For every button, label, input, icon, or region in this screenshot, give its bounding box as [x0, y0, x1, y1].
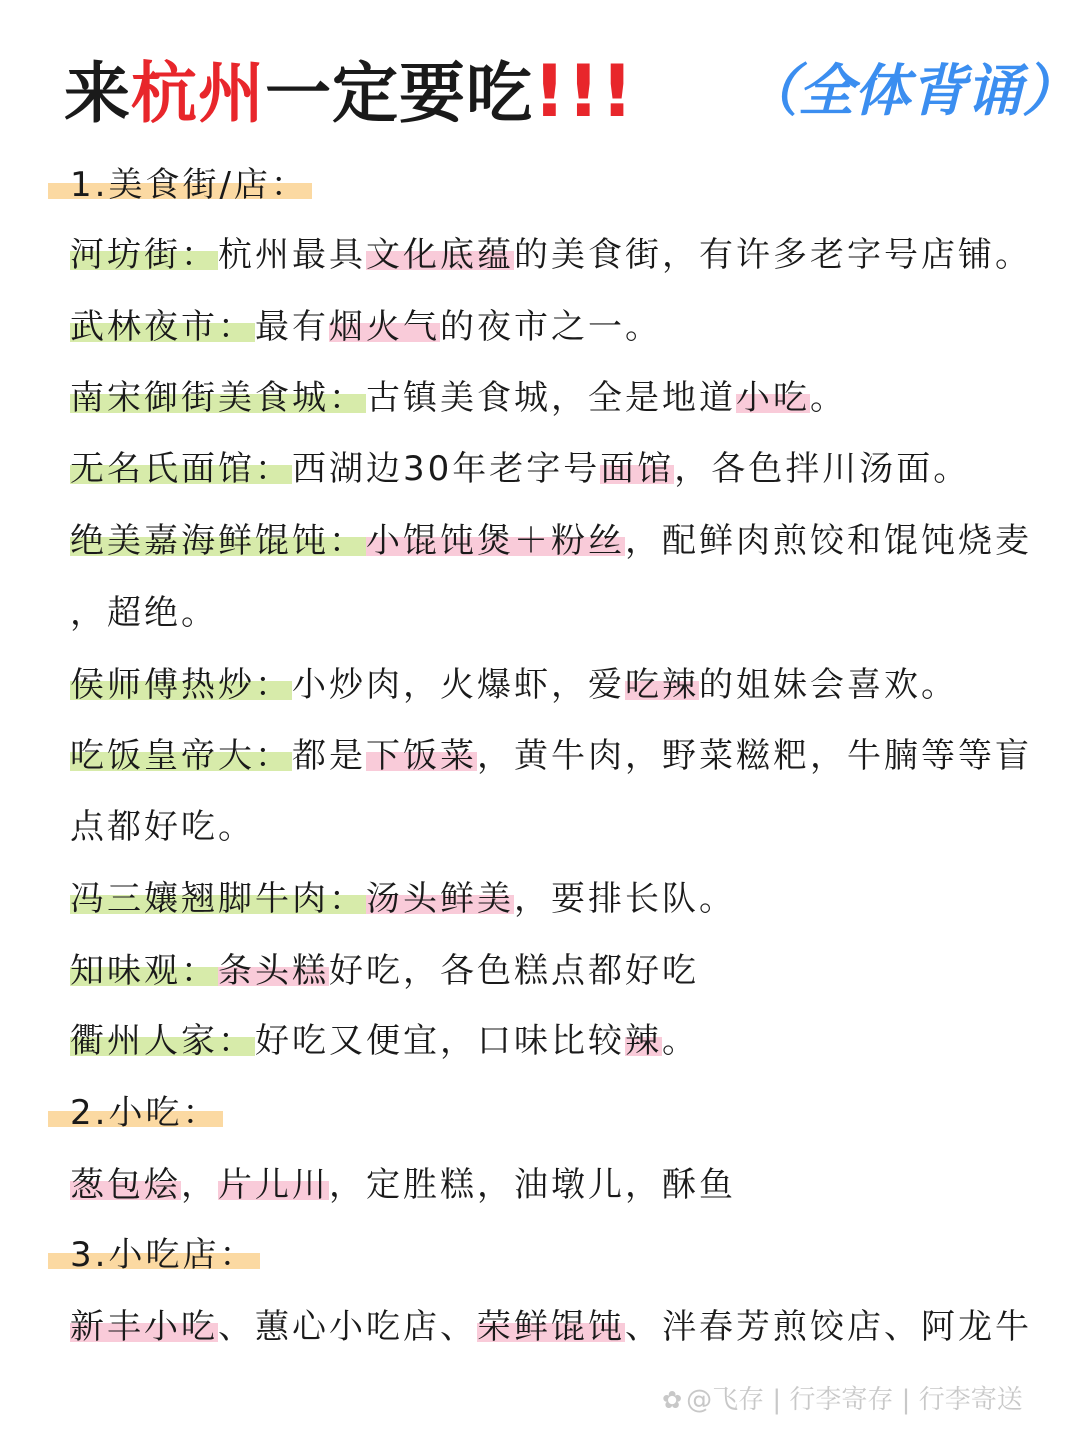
- page-title: [64, 46, 635, 139]
- highlight-text: 吃辣: [625, 665, 699, 705]
- snack-list: [70, 1160, 1030, 1210]
- highlight-text: 面馆: [600, 449, 675, 489]
- shop-desc: 。: [810, 378, 847, 418]
- shop-name: 武林夜市：: [70, 307, 255, 347]
- shop-name: 绝美嘉海鲜馄饨：: [70, 521, 366, 561]
- highlight-text: 小馄饨煲＋粉丝: [366, 521, 625, 561]
- shop-desc: 最有: [255, 307, 329, 347]
- plain-text: 、蕙心小吃店、: [218, 1307, 477, 1347]
- shop-line: [70, 874, 1030, 924]
- shop-name: 冯三孃翘脚牛肉：: [70, 879, 366, 919]
- title-city: 杭州: [131, 55, 265, 132]
- shop-desc: 都是: [292, 736, 366, 776]
- shop-desc: 好吃，各色糕点都好吃: [329, 951, 699, 991]
- plain-text: 、泮春芳煎饺店、阿龙牛: [625, 1307, 1032, 1347]
- shop-line: [70, 444, 1030, 494]
- shop-desc: 的夜市之一。: [440, 307, 662, 347]
- shop-line: [70, 588, 1030, 638]
- shop-desc: ，配鲜肉煎饺和馄饨烧麦: [625, 521, 1032, 561]
- shop-name: 无名氏面馆：: [70, 449, 292, 489]
- plain-text: ，定胜糕，油墩儿，酥鱼: [329, 1165, 736, 1205]
- title-prefix: 来: [64, 55, 131, 132]
- highlight-text: 烟火气: [329, 307, 440, 347]
- highlight-text: 葱包烩: [70, 1165, 181, 1205]
- highlight-text: 文化底蕴: [366, 235, 514, 275]
- shop-line: [70, 946, 1030, 996]
- highlight-text: 辣: [625, 1021, 662, 1061]
- section-label: 1.美食街/店：: [48, 165, 312, 205]
- shop-desc: 好吃又便宜，口味比较: [255, 1021, 625, 1061]
- shop-name: 衢州人家：: [70, 1021, 255, 1061]
- section-heading-3: [70, 1230, 1030, 1280]
- shop-desc: 小炒肉，火爆虾，爱: [292, 665, 625, 705]
- shop-desc: ，要排长队。: [514, 879, 736, 919]
- shop-desc: ，超绝。: [70, 593, 218, 633]
- highlight-text: 下饭菜: [366, 736, 477, 776]
- shop-desc: ，黄牛肉，野菜糍粑，牛腩等等盲: [477, 736, 1032, 776]
- shop-line: [70, 302, 1030, 352]
- highlight-text: 小吃: [736, 378, 810, 418]
- section-label: 3.小吃店：: [48, 1235, 260, 1275]
- shop-desc: 点都好吃。: [70, 807, 255, 847]
- shop-line: [70, 1016, 1030, 1066]
- shop-desc: 西湖边30年老字号: [292, 449, 601, 489]
- shop-name: 吃饭皇帝大：: [70, 736, 292, 776]
- separator: ，: [181, 1165, 218, 1205]
- title-rest: 一定要吃: [265, 55, 533, 132]
- shop-line: [70, 660, 1030, 710]
- highlight-text: 汤头鲜美: [366, 879, 514, 919]
- title-row: [64, 46, 1078, 136]
- highlight-text: 新丰小吃: [70, 1307, 218, 1347]
- section-heading-2: [70, 1088, 1030, 1138]
- watermark: [662, 1380, 1023, 1420]
- highlight-text: 条头糕: [218, 951, 329, 991]
- shop-name: 知味观：: [70, 951, 218, 991]
- watermark-text: @飞存 | 行李寄存 | 行李寄送: [686, 1385, 1023, 1415]
- title-tag: （全体背诵）: [742, 59, 1078, 124]
- shop-desc: 的姐妹会喜欢。: [699, 665, 958, 705]
- shop-desc: 的美食街，有许多老字号店铺。: [514, 235, 1032, 275]
- shop-line: [70, 731, 1030, 781]
- shop-desc: 杭州最具: [218, 235, 366, 275]
- shop-name: 侯师傅热炒：: [70, 665, 292, 705]
- shop-line: [70, 516, 1030, 566]
- shop-name: 河坊街：: [70, 235, 218, 275]
- shop-line: [70, 373, 1030, 423]
- shop-desc: 。: [662, 1021, 699, 1061]
- section-label: 2.小吃：: [48, 1093, 223, 1133]
- highlight-text: 片儿川: [218, 1165, 329, 1205]
- highlight-text: 荣鲜馄饨: [477, 1307, 625, 1347]
- shop-name: 南宋御街美食城：: [70, 378, 366, 418]
- snack-shop-list: [70, 1302, 1030, 1352]
- shop-line: [70, 802, 1030, 852]
- shop-desc: 古镇美食城，全是地道: [366, 378, 736, 418]
- title-exclaim: !!!: [533, 49, 635, 133]
- section-heading-1: [70, 160, 1030, 210]
- paw-icon: ✿: [662, 1386, 683, 1414]
- shop-desc: ，各色拌川汤面。: [674, 449, 971, 489]
- shop-line: [70, 230, 1030, 280]
